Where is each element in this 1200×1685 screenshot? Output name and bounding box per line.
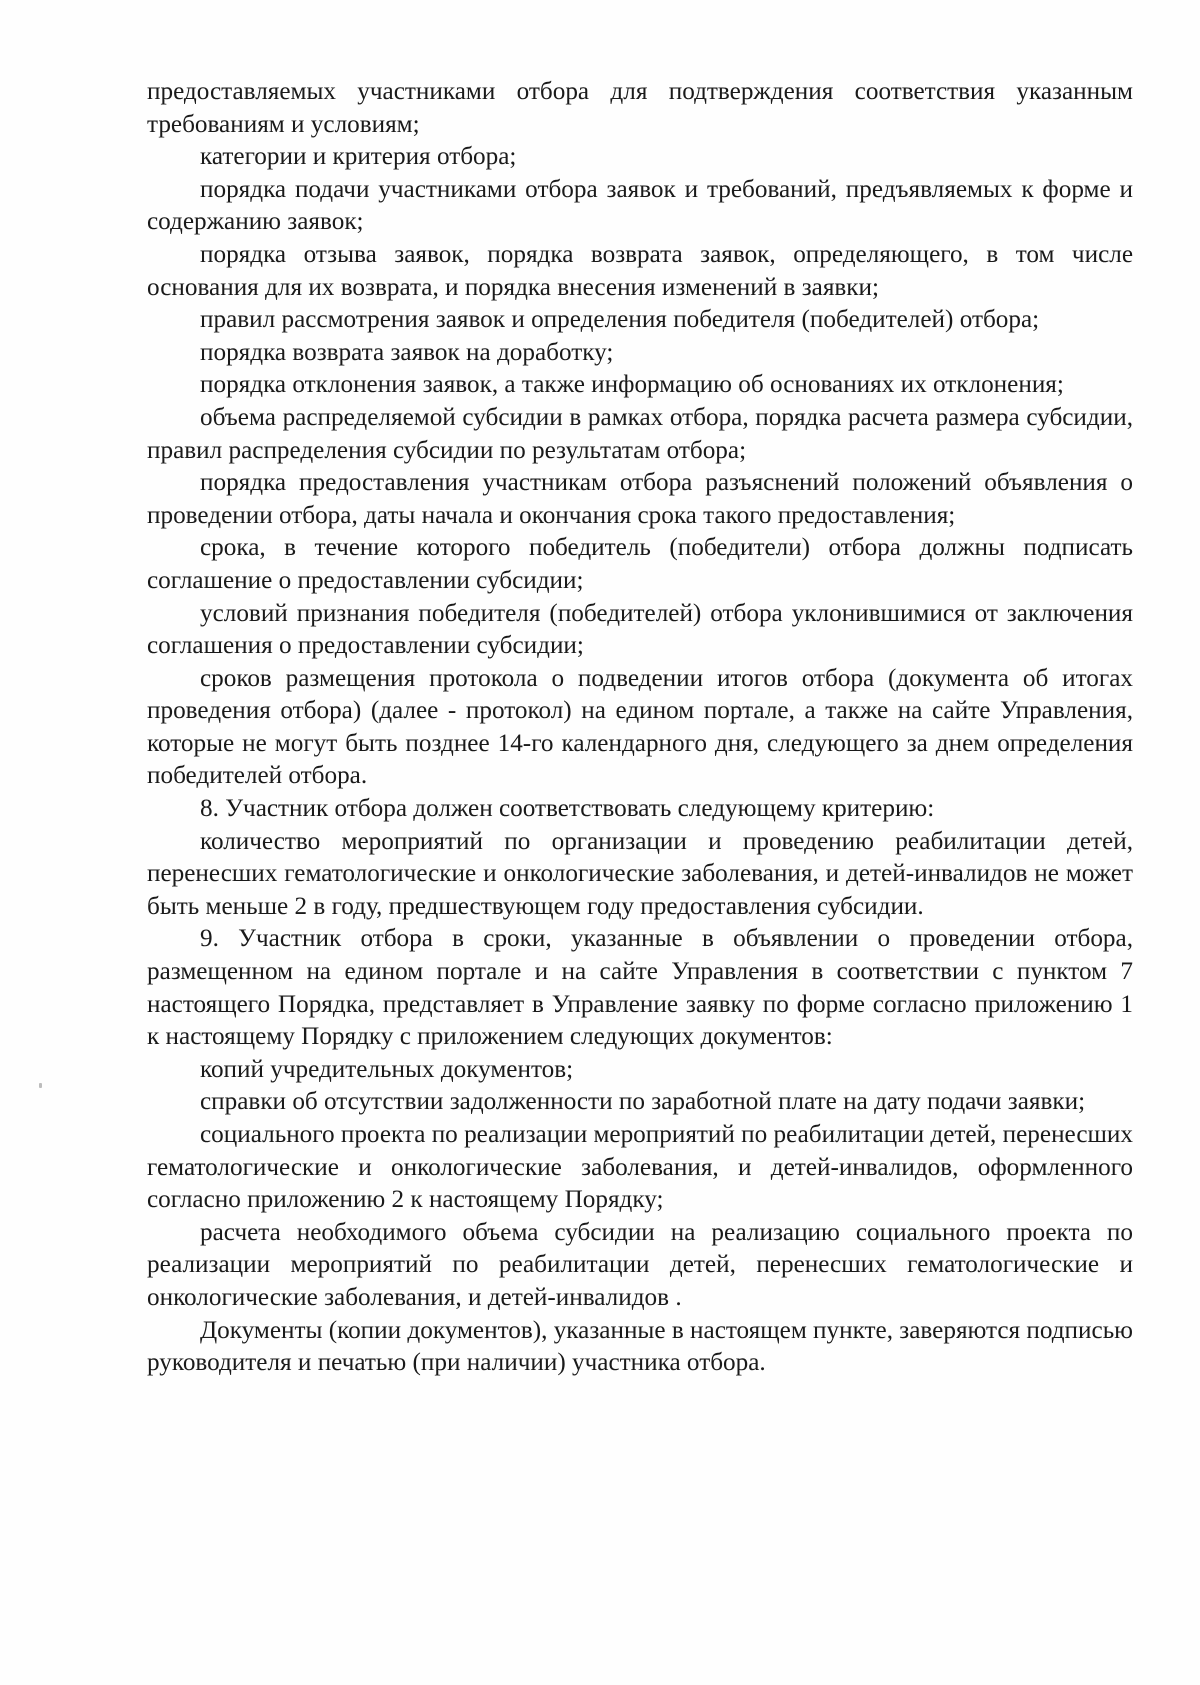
paragraph-protocol-deadline: сроков размещения протокола о подведении итогов отбора (документа об итогах проведения отбора) (далее - протокол) на едином портале, а также на сайте Управления, которые не могут быть позднее 14-го календарного дня, следующего за днем определения победителей отбора. [147,664,1133,790]
paragraph-rejection-order: порядка отклонения заявок, а также информацию об основаниях их отклонения; [200,371,1064,399]
scan-speck [39,1083,42,1088]
paragraph-subsidy-calculation: расчета необходимого объема субсидии на реализацию социального проекта по реализации мероприятий по реабилитации детей, перенесших гематологические и онкологические заболевания, и детей-инвалидов . [147,1218,1133,1311]
paragraph-founding-documents: копий учредительных документов; [200,1055,574,1083]
paragraph-activity-count: количество мероприятий по организации и проведению реабилитации детей, перенесших гематологические и онкологические заболевания, и детей-инвалидов не может быть меньше 2 в году, предшествующем году предоставления субсидии. [147,827,1133,920]
paragraph-subsidy-volume: объема распределяемой субсидии в рамках отбора, порядка расчета размера субсидии, правил распределения субсидии по результатам отбора; [147,403,1133,464]
paragraph-social-project: социального проекта по реализации мероприятий по реабилитации детей, перенесших гематологические и онкологические заболевания, и детей-инвалидов, оформленного согласно приложению 2 к настоящему Порядку; [147,1121,1133,1214]
paragraph-item-9: 9. Участник отбора в сроки, указанные в объявлении о проведении отбора, размещенном на едином портале и на сайте Управления в соответствии с пунктом 7 настоящего Порядка, представляет в Управление заявку по форме согласно приложению 1 к настоящему Порядку с приложением следующих документов: [147,925,1133,1051]
paragraph-category-criteria: категории и критерия отбора; [200,143,517,171]
paragraph-withdrawal-order: порядка отзыва заявок, порядка возврата заявок, определяющего, в том числе основания для их возврата, и порядка внесения изменений в заявки; [147,240,1133,301]
paragraph-continuation: предоставляемых участниками отбора для подтверждения соответствия указанным требованиям и условиям; [147,78,1133,138]
paragraph-agreement-deadline: срока, в течение которого победитель (победители) отбора должны подписать соглашение о предоставлении субсидии; [147,534,1133,594]
paragraph-evasion-conditions: условий признания победителя (победителей) отбора уклонившимися от заключения соглашения о предоставлении субсидии; [147,599,1133,660]
document-body [147,76,1133,1380]
paragraph-clarifications: порядка предоставления участникам отбора разъяснений положений объявления о проведении отбора, даты начала и окончания срока такого предоставления; [147,469,1133,529]
paragraph-review-rules: правил рассмотрения заявок и определения победителя (победителей) отбора; [200,306,1040,334]
paragraph-return-for-revision: порядка возврата заявок на доработку; [200,338,614,366]
paragraph-certification: Документы (копии документов), указанные в настоящем пункте, заверяются подписью руководителя и печатью (при наличии) участника отбора. [147,1316,1133,1377]
paragraph-submission-order: порядка подачи участниками отбора заявок и требований, предъявляемых к форме и содержанию заявок; [147,175,1133,236]
paragraph-salary-certificate: справки об отсутствии задолженности по заработной плате на дату подачи заявки; [200,1088,1086,1116]
paragraph-item-8: 8. Участник отбора должен соответствовать следующему критерию: [200,795,935,823]
